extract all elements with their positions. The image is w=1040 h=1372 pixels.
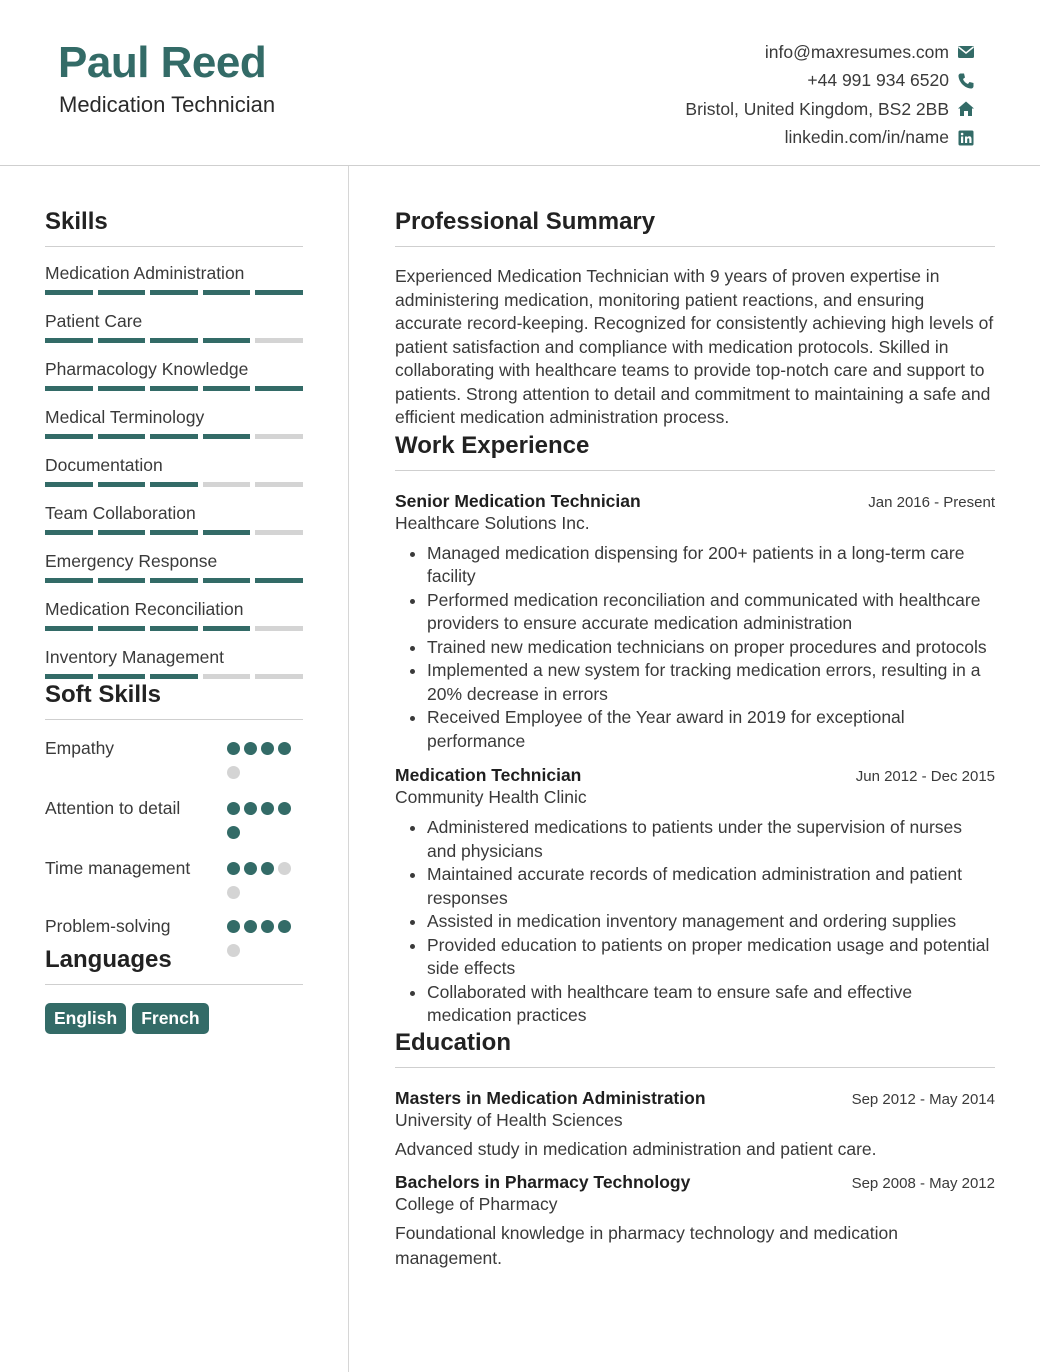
- skill-level-bar: [45, 578, 303, 583]
- skill-level-segment: [45, 626, 93, 631]
- rating-dot: [244, 920, 257, 933]
- job-header: [395, 765, 995, 786]
- job-bullet: • Administered medications to patients under the supervision of nurses and physicians: [427, 816, 995, 863]
- job-bullet: • Assisted in medication inventory management and ordering supplies: [427, 910, 995, 934]
- company-name: Healthcare Solutions Inc.: [395, 512, 590, 533]
- job-date: Jun 2012 - Dec 2015: [855, 768, 995, 785]
- right-column: [395, 208, 995, 1271]
- contact-address: [685, 95, 975, 124]
- rating-dot: [261, 920, 274, 933]
- soft-skill-rating: [227, 856, 303, 910]
- rating-dot: [261, 802, 274, 815]
- skill-level-segment: [255, 386, 303, 391]
- languages-heading: Languages: [45, 946, 303, 985]
- skills-heading: Skills: [45, 208, 303, 247]
- soft-skills-list: [45, 736, 303, 968]
- skill-name: Inventory Management: [45, 647, 224, 667]
- skill-level-segment: [203, 626, 251, 631]
- skill-level-segment: [98, 338, 146, 343]
- rating-dot: [227, 886, 240, 899]
- soft-skill-name: Time management: [45, 858, 191, 878]
- skill-level-segment: [203, 386, 251, 391]
- skill-item: [45, 261, 303, 295]
- contact-email[interactable]: [685, 38, 975, 67]
- candidate-title: Medication Technician: [59, 92, 276, 117]
- skill-name: Patient Care: [45, 311, 143, 331]
- skill-level-segment: [203, 482, 251, 487]
- job-header: [395, 491, 995, 512]
- skills-list: [45, 261, 303, 679]
- job-bullet: • Implemented a new system for tracking medication errors, resulting in a 20% decrease in errors: [427, 659, 995, 706]
- summary-heading: Professional Summary: [395, 208, 995, 247]
- skill-level-segment: [98, 482, 146, 487]
- education-header: [395, 1172, 995, 1193]
- skill-item: [45, 597, 303, 631]
- skill-level-segment: [150, 434, 198, 439]
- job-bullet: • Trained new medication technicians on proper procedures and protocols: [427, 636, 995, 660]
- skill-level-bar: [45, 434, 303, 439]
- skill-name: Pharmacology Knowledge: [45, 359, 249, 379]
- summary-text: Experienced Medication Technician with 9 years of proven expertise in administering medication, monitoring patient reactions, and ensuring accurate record-keeping. Recognized for consistently achieving high levels of patient satisfaction and compliance with medication protocols. Skilled in collaborating with healthcare teams to provide top-notch care and support to patients. Strong attention to detail and commitment to maintaining a safe and efficient medication administration process.: [395, 266, 994, 427]
- address-text: Bristol, United Kingdom, BS2 2BB: [685, 98, 949, 119]
- skill-name: Documentation: [45, 455, 163, 475]
- rating-dot: [227, 802, 240, 815]
- job-entry: [395, 765, 995, 1028]
- rating-dot: [244, 802, 257, 815]
- skill-name: Medication Reconciliation: [45, 599, 244, 619]
- education-date: Sep 2012 - May 2014: [851, 1090, 995, 1108]
- linkedin-text[interactable]: linkedin.com/in/name: [784, 127, 949, 148]
- skill-name: Medical Terminology: [45, 407, 205, 427]
- language-badge: English: [45, 1003, 126, 1034]
- job-date: Jan 2016 - Present: [868, 493, 995, 511]
- education-date: Sep 2008 - May 2012: [851, 1174, 995, 1192]
- rating-dot: [227, 742, 240, 755]
- company-name: Community Health Clinic: [395, 787, 587, 807]
- job-bullet: • Performed medication reconciliation and communicated with healthcare providers to ensure accurate medication administration: [427, 589, 995, 636]
- skill-level-segment: [150, 482, 198, 487]
- skill-level-segment: [255, 626, 303, 631]
- rating-dot: [278, 802, 291, 815]
- skill-level-bar: [45, 338, 303, 343]
- skill-level-segment: [203, 338, 251, 343]
- skill-item: [45, 453, 303, 487]
- language-badge: French: [132, 1003, 208, 1034]
- rating-dot: [227, 862, 240, 875]
- skill-level-segment: [45, 674, 93, 679]
- education-header: [395, 1088, 995, 1109]
- skill-level-segment: [255, 674, 303, 679]
- skill-item: [45, 405, 303, 439]
- skill-level-segment: [255, 290, 303, 295]
- skill-level-segment: [45, 530, 93, 535]
- school-name: College of Pharmacy: [395, 1193, 558, 1214]
- job-title: Medication Technician: [395, 765, 582, 785]
- rating-dot: [278, 742, 291, 755]
- skill-level-segment: [98, 578, 146, 583]
- rating-dot: [227, 920, 240, 933]
- job-bullet: • Maintained accurate records of medication administration and patient responses: [427, 863, 995, 910]
- soft-skill-name: Attention to detail: [45, 798, 181, 818]
- skill-level-segment: [255, 338, 303, 343]
- soft-skills-heading: Soft Skills: [45, 681, 303, 720]
- skill-level-segment: [98, 434, 146, 439]
- skill-item: [45, 645, 303, 679]
- education-description: Foundational knowledge in pharmacy technology and medication management.: [395, 1222, 898, 1268]
- experience-list: [395, 491, 995, 1028]
- skill-level-bar: [45, 386, 303, 391]
- contact-phone[interactable]: [685, 67, 975, 96]
- soft-skill-name: Problem-solving: [45, 916, 171, 936]
- skill-level-segment: [203, 578, 251, 583]
- skill-level-segment: [203, 434, 251, 439]
- skill-item: [45, 501, 303, 535]
- skill-level-segment: [203, 674, 251, 679]
- experience-heading: Work Experience: [395, 432, 995, 471]
- skill-level-bar: [45, 530, 303, 535]
- soft-skill-rating: [227, 796, 303, 850]
- skill-level-segment: [98, 530, 146, 535]
- degree-title: Bachelors in Pharmacy Technology: [395, 1171, 691, 1192]
- rating-dot: [261, 862, 274, 875]
- home-icon: [957, 100, 975, 118]
- left-column: [45, 208, 303, 1034]
- job-entry: [395, 491, 995, 754]
- job-bullet: • Provided education to patients on proper medication usage and potential side effects: [427, 934, 995, 981]
- resume-header: [0, 0, 1040, 166]
- skill-level-segment: [255, 482, 303, 487]
- contact-linkedin[interactable]: [685, 124, 975, 153]
- rating-dot: [227, 826, 240, 839]
- skill-item: [45, 357, 303, 391]
- skill-level-segment: [150, 674, 198, 679]
- skill-level-segment: [150, 626, 198, 631]
- skill-level-segment: [203, 290, 251, 295]
- rating-dot: [261, 742, 274, 755]
- skill-name: Medication Administration: [45, 263, 245, 283]
- education-list: [395, 1088, 995, 1271]
- soft-skill-rating: [227, 736, 303, 790]
- soft-skill-name: Empathy: [45, 738, 115, 758]
- skill-level-segment: [45, 434, 93, 439]
- job-bullet: • Received Employee of the Year award in 2019 for exceptional performance: [427, 706, 995, 753]
- candidate-name: Paul Reed: [58, 38, 267, 87]
- soft-skill-item: [45, 796, 303, 850]
- phone-text[interactable]: +44 991 934 6520: [807, 70, 949, 91]
- degree-title: Masters in Medication Administration: [395, 1087, 706, 1108]
- soft-skill-item: [45, 736, 303, 790]
- soft-skill-item: [45, 856, 303, 910]
- skill-level-segment: [98, 626, 146, 631]
- skill-level-segment: [45, 482, 93, 487]
- rating-dot: [278, 920, 291, 933]
- skill-item: [45, 309, 303, 343]
- skill-level-segment: [255, 578, 303, 583]
- skill-level-segment: [150, 530, 198, 535]
- email-text[interactable]: info@maxresumes.com: [764, 41, 949, 62]
- skill-level-segment: [150, 386, 198, 391]
- skill-level-segment: [150, 578, 198, 583]
- skill-name: Emergency Response: [45, 551, 218, 571]
- column-divider: [348, 166, 349, 1372]
- job-title: Senior Medication Technician: [395, 490, 641, 511]
- skill-level-segment: [98, 674, 146, 679]
- education-description: Advanced study in medication administration and patient care.: [395, 1138, 877, 1159]
- job-bullet: • Collaborated with healthcare team to ensure safe and effective medication practices: [427, 981, 995, 1028]
- rating-dot: [227, 766, 240, 779]
- skill-name: Team Collaboration: [45, 503, 196, 523]
- skill-level-bar: [45, 290, 303, 295]
- skill-level-segment: [45, 338, 93, 343]
- skill-level-segment: [150, 290, 198, 295]
- education-heading: Education: [395, 1029, 995, 1068]
- rating-dot: [227, 944, 240, 957]
- skill-level-segment: [255, 434, 303, 439]
- job-bullets: [395, 542, 995, 754]
- skill-level-segment: [255, 530, 303, 535]
- envelope-icon: [957, 43, 975, 61]
- skill-level-bar: [45, 674, 303, 679]
- job-bullets: [395, 816, 995, 1028]
- skill-level-segment: [45, 386, 93, 391]
- rating-dot: [244, 742, 257, 755]
- job-bullet: • Managed medication dispensing for 200+ patients in a long-term care facility: [427, 542, 995, 589]
- skill-level-segment: [150, 338, 198, 343]
- soft-skill-rating: [227, 914, 303, 968]
- skill-level-bar: [45, 482, 303, 487]
- rating-dot: [278, 862, 291, 875]
- skill-level-bar: [45, 626, 303, 631]
- skill-level-segment: [98, 386, 146, 391]
- skill-level-segment: [45, 290, 93, 295]
- skill-level-segment: [98, 290, 146, 295]
- skill-level-segment: [45, 578, 93, 583]
- contact-list: [685, 38, 975, 152]
- school-name: University of Health Sciences: [395, 1109, 623, 1130]
- education-entry: [395, 1172, 995, 1271]
- education-entry: [395, 1088, 995, 1162]
- skill-level-segment: [203, 530, 251, 535]
- linkedin-icon: [957, 129, 975, 147]
- rating-dot: [244, 862, 257, 875]
- phone-icon: [957, 72, 975, 90]
- languages-list: [45, 1003, 303, 1034]
- skill-item: [45, 549, 303, 583]
